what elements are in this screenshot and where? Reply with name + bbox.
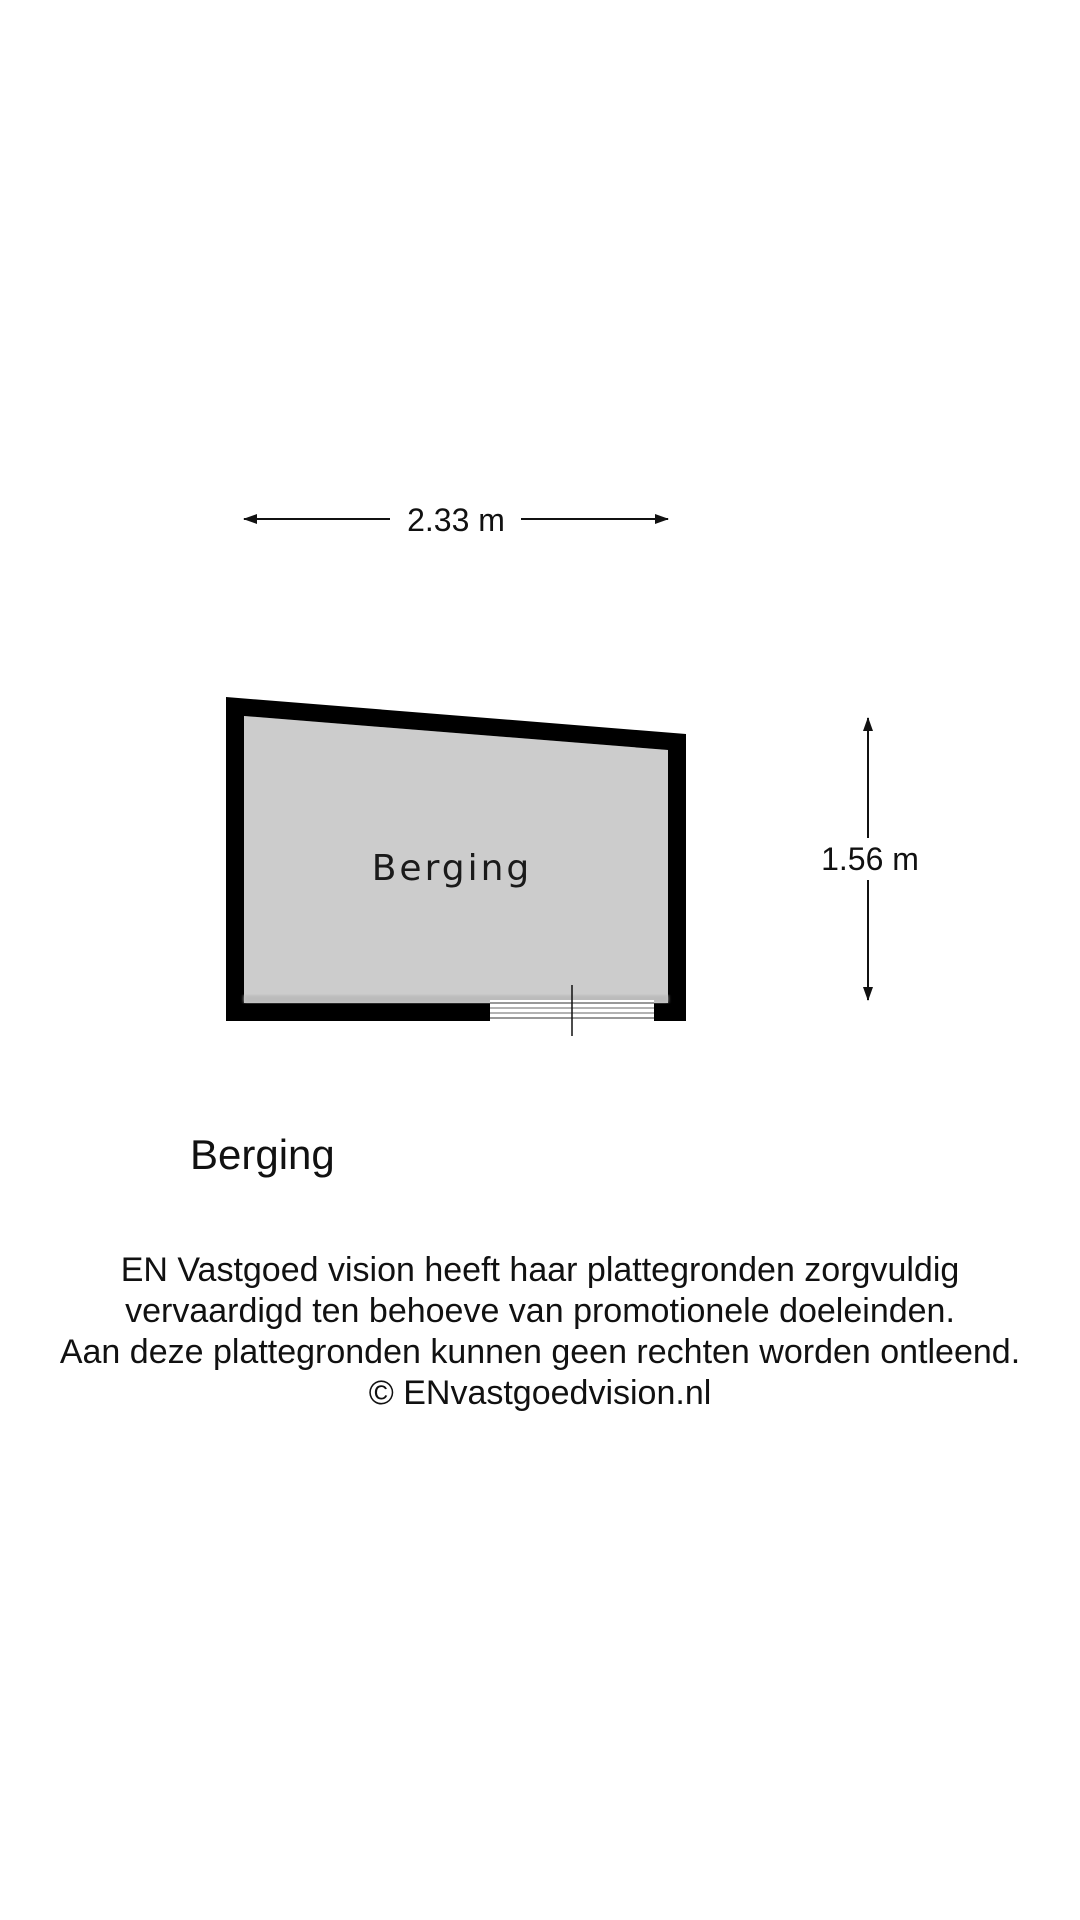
disclaimer-line-1: EN Vastgoed vision heeft haar plattegronden zorgvuldig — [120, 1251, 960, 1289]
width-dimension — [244, 502, 668, 538]
disclaimer — [0, 1250, 1080, 1414]
disclaimer-line-3: Aan deze plattegronden kunnen geen rechten worden ontleend. — [59, 1333, 1021, 1371]
width-dimension-label: 2.33 m — [407, 502, 505, 538]
room-label: Berging — [371, 848, 533, 889]
height-dimension-label: 1.56 m — [821, 841, 919, 877]
disclaimer-line-2: vervaardigd ten behoeve van promotionele doeleinden. — [125, 1292, 955, 1330]
disclaimer-line-4: © ENvastgoedvision.nl — [368, 1374, 712, 1412]
height-dimension — [821, 718, 919, 1000]
floor-name: Berging — [190, 1131, 335, 1178]
